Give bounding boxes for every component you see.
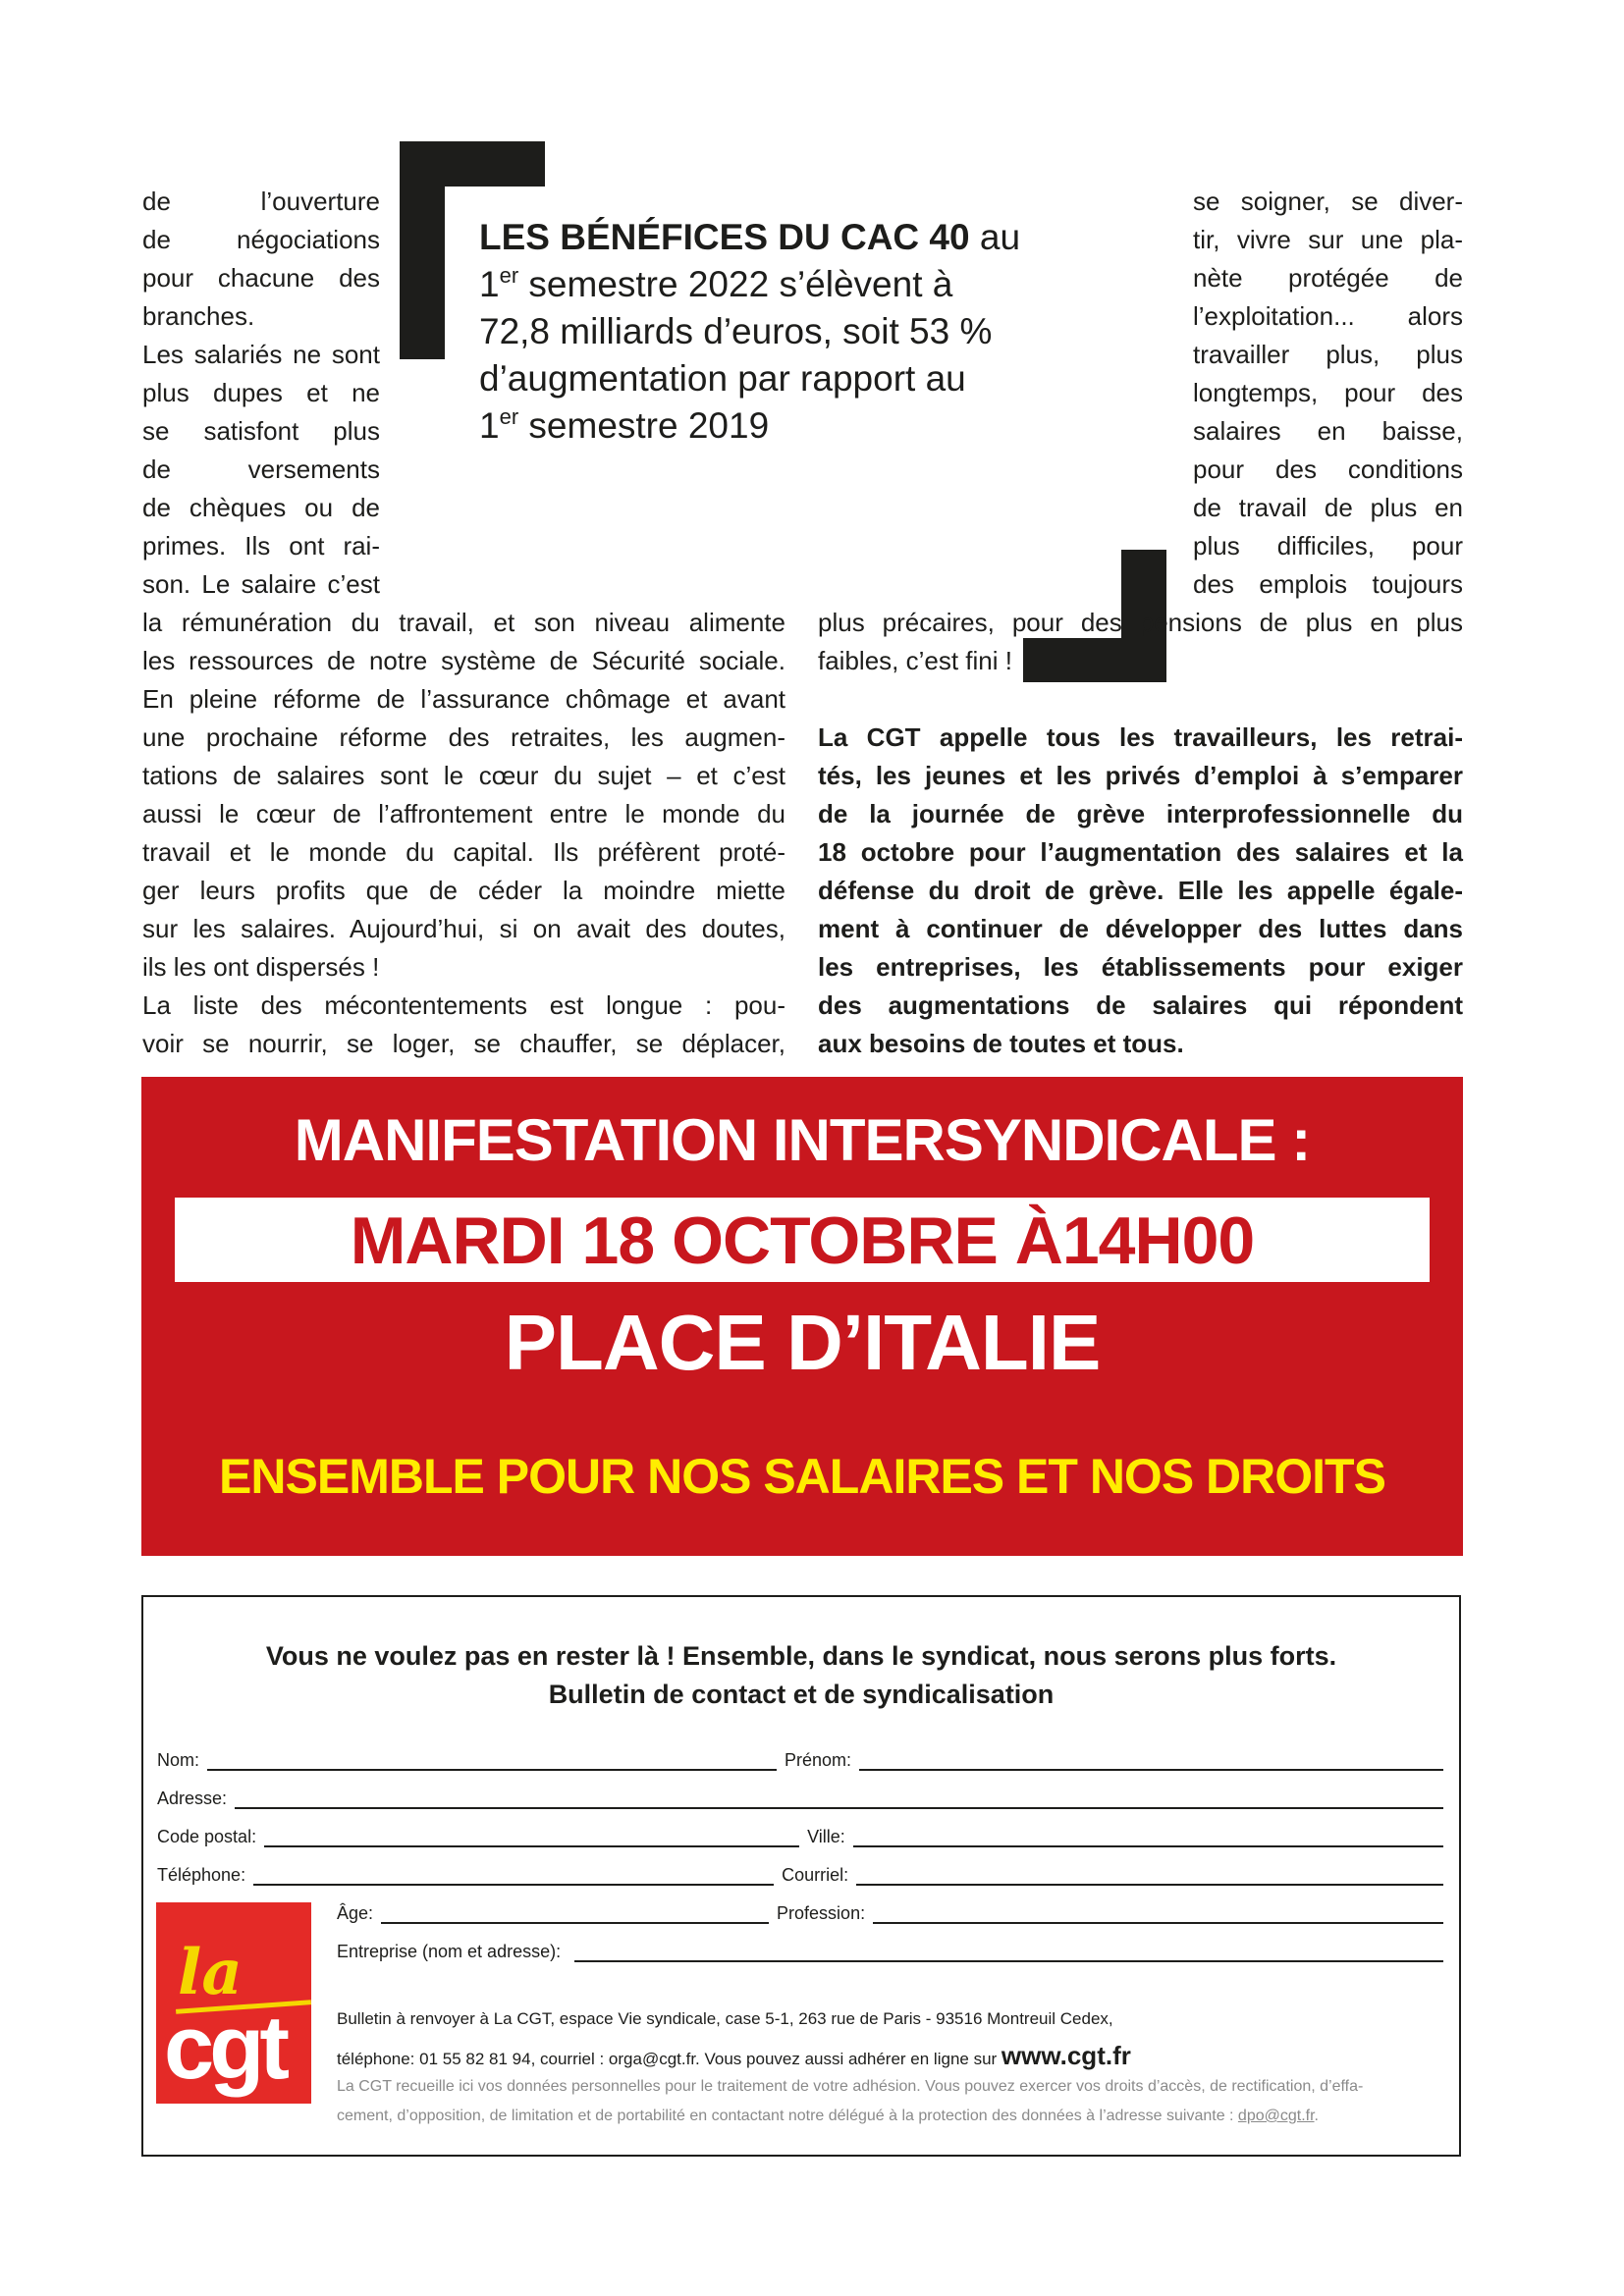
text-line: se soigner, se diver- [1193, 187, 1463, 216]
text-line: tir, vivre sur une pla- [1193, 225, 1463, 254]
age-field[interactable] [381, 1906, 769, 1924]
quote-bracket-top-left [400, 141, 445, 359]
text-line: La liste des mécontentements est longue : pou- [142, 990, 785, 1020]
text-line: salaires en baisse, [1193, 416, 1463, 446]
text-line: de négociations [142, 225, 380, 254]
text-line: l’exploitation... alors [1193, 301, 1463, 331]
form-row [157, 1750, 1443, 1771]
cgt-logo-la: la [178, 1936, 243, 2009]
form-row [337, 1942, 1443, 1962]
text-line: ils les ont dispersés ! [142, 952, 380, 982]
intro-column-right [1193, 183, 1463, 604]
form-row [337, 1903, 1443, 1924]
body-column-right [818, 604, 1463, 1063]
text-line: longtemps, pour des [1193, 378, 1463, 407]
spacer [818, 680, 1463, 719]
text-line: En pleine réforme de l’assurance chômage et avant [142, 684, 785, 714]
text-line: son. Le salaire c’est [142, 569, 380, 599]
text-line: faibles, c’est fini ! [818, 646, 1012, 675]
entreprise-label: Entreprise (nom et adresse): [337, 1942, 562, 1961]
text-line: voir se nourrir, se loger, se chauffer, se déplacer, [142, 1029, 785, 1058]
form-row [157, 1865, 1443, 1886]
telephone-field[interactable] [253, 1868, 774, 1886]
text-line: les ressources de notre système de Sécurité sociale. [142, 646, 785, 675]
banner-date: MARDI 18 OCTOBRE À14H00 [350, 1203, 1255, 1278]
courriel-label: Courriel: [782, 1865, 849, 1885]
text-line: se satisfont plus [142, 416, 380, 446]
cgt-logo [156, 1902, 311, 2104]
banner-date-box [175, 1198, 1430, 1282]
text-line: plus difficiles, pour [1193, 531, 1463, 561]
text-line: nète protégée de [1193, 263, 1463, 293]
text-line: pour des conditions [1193, 454, 1463, 484]
telephone-label: Téléphone: [157, 1865, 246, 1885]
banner-place: PLACE D’ITALIE [504, 1299, 1101, 1386]
adresse-label: Adresse: [157, 1789, 228, 1808]
text-line: Les salariés ne sont [142, 340, 380, 369]
ville-field[interactable] [853, 1830, 1443, 1847]
membership-form [141, 1595, 1461, 2157]
website-link[interactable]: www.cgt.fr [1001, 2041, 1131, 2070]
form-row [157, 1827, 1443, 1847]
text-line: aussi le cœur de l’affrontement entre le monde du [142, 799, 785, 828]
text-line: primes. Ils ont rai- [142, 531, 380, 561]
cgt-logo-wordmark: cgt [164, 1998, 285, 2098]
text-line: une prochaine réforme des retraites, les augmen- [142, 722, 785, 752]
code-postal-label: Code postal: [157, 1827, 257, 1846]
text-line: de chèques ou de [142, 493, 380, 522]
entreprise-field[interactable] [574, 1945, 1443, 1962]
pull-quote: LES BÉNÉFICES DU CAC 40 au 1er semestre 2022 s’élèvent à 72,8 milliards d’euros, soit 53 % d’augmentation par rapport au 1er semestre 2019 [479, 217, 1021, 446]
prenom-field[interactable] [859, 1753, 1443, 1771]
text-line: la rémunération du travail, et son niveau alimente [142, 608, 785, 637]
text-line: plus précaires, pour des pensions de plus en plus [818, 608, 1463, 637]
intro-column-left [142, 183, 380, 604]
profession-label: Profession: [777, 1903, 866, 1923]
banner-title: MANIFESTATION INTERSYNDICALE : [294, 1107, 1311, 1173]
text-line: de travail de plus en [1193, 493, 1463, 522]
text-line: tations de salaires sont le cœur du sujet – et c’est [142, 761, 785, 790]
prenom-label: Prénom: [785, 1750, 852, 1770]
nom-field[interactable] [207, 1753, 777, 1771]
cgt-call-to-action: La CGT appelle tous les travailleurs, les retrai- tés, les jeunes et les privés d’emploi à s’emparer de la journée de grève interprofessionnelle du 18 octobre pour l’augmentation des salaires et la défense du droit de grève. Elle les appelle égale- ment à continuer de développer des luttes dans les entreprises, les établissements pour exiger des augmentations de salaires qui répondent aux besoins de toutes et tous. [818, 722, 1463, 1058]
privacy-notice: La CGT recueille ici vos données personnelles pour le traitement de votre adhésion. Vous pouvez exercer vos droits d’accès, de rectification, d’effa- [337, 2078, 1364, 2095]
text-line: des emplois toujours [1193, 569, 1463, 599]
age-label: Âge: [337, 1903, 374, 1923]
contact-line: téléphone: 01 55 82 81 94, courriel : orga@cgt.fr. Vous pouvez aussi adhérer en ligne sur www.cgt.fr [337, 2041, 1131, 2070]
demonstration-banner [141, 1077, 1463, 1556]
text-line: pour chacune des [142, 263, 380, 293]
text-line: ger leurs profits que de céder la moindre miette [142, 876, 785, 905]
courriel-field[interactable] [856, 1868, 1443, 1886]
text-line: sur les salaires. Aujourd’hui, si on avait des doutes, [142, 914, 785, 943]
code-postal-field[interactable] [264, 1830, 799, 1847]
form-headline: Vous ne voulez pas en rester là ! Ensemble, dans le syndicat, nous serons plus forts. [265, 1641, 1337, 1671]
dpo-email-link[interactable]: dpo@cgt.fr [1237, 2108, 1315, 2124]
profession-field[interactable] [873, 1906, 1443, 1924]
form-subtitle: Bulletin de contact et de syndicalisation [548, 1680, 1055, 1709]
text-line: travailler plus, plus [1193, 340, 1463, 369]
nom-label: Nom: [157, 1750, 200, 1770]
privacy-notice: cement, d’opposition, de limitation et de portabilité en contactant notre délégué à la protection des données à l’adresse suivante : dpo@cgt.fr. [337, 2108, 1319, 2124]
text-line: plus dupes et ne [142, 378, 380, 407]
text-line: de l’ouverture [142, 187, 380, 216]
form-row [157, 1789, 1443, 1809]
banner-slogan: ENSEMBLE POUR NOS SALAIRES ET NOS DROITS [219, 1449, 1385, 1504]
pull-quote-lead: LES BÉNÉFICES DU CAC 40 [479, 217, 970, 257]
text-line: de versements [142, 454, 380, 484]
body-column-left [142, 604, 785, 1063]
text-line: branches. [142, 301, 255, 331]
mailing-address: Bulletin à renvoyer à La CGT, espace Vie syndicale, case 5-1, 263 rue de Paris - 93516 Montreuil Cedex, [337, 2009, 1113, 2028]
adresse-field[interactable] [235, 1791, 1443, 1809]
ville-label: Ville: [807, 1827, 845, 1846]
text-line: travail et le monde du capital. Ils préfèrent proté- [142, 837, 785, 867]
